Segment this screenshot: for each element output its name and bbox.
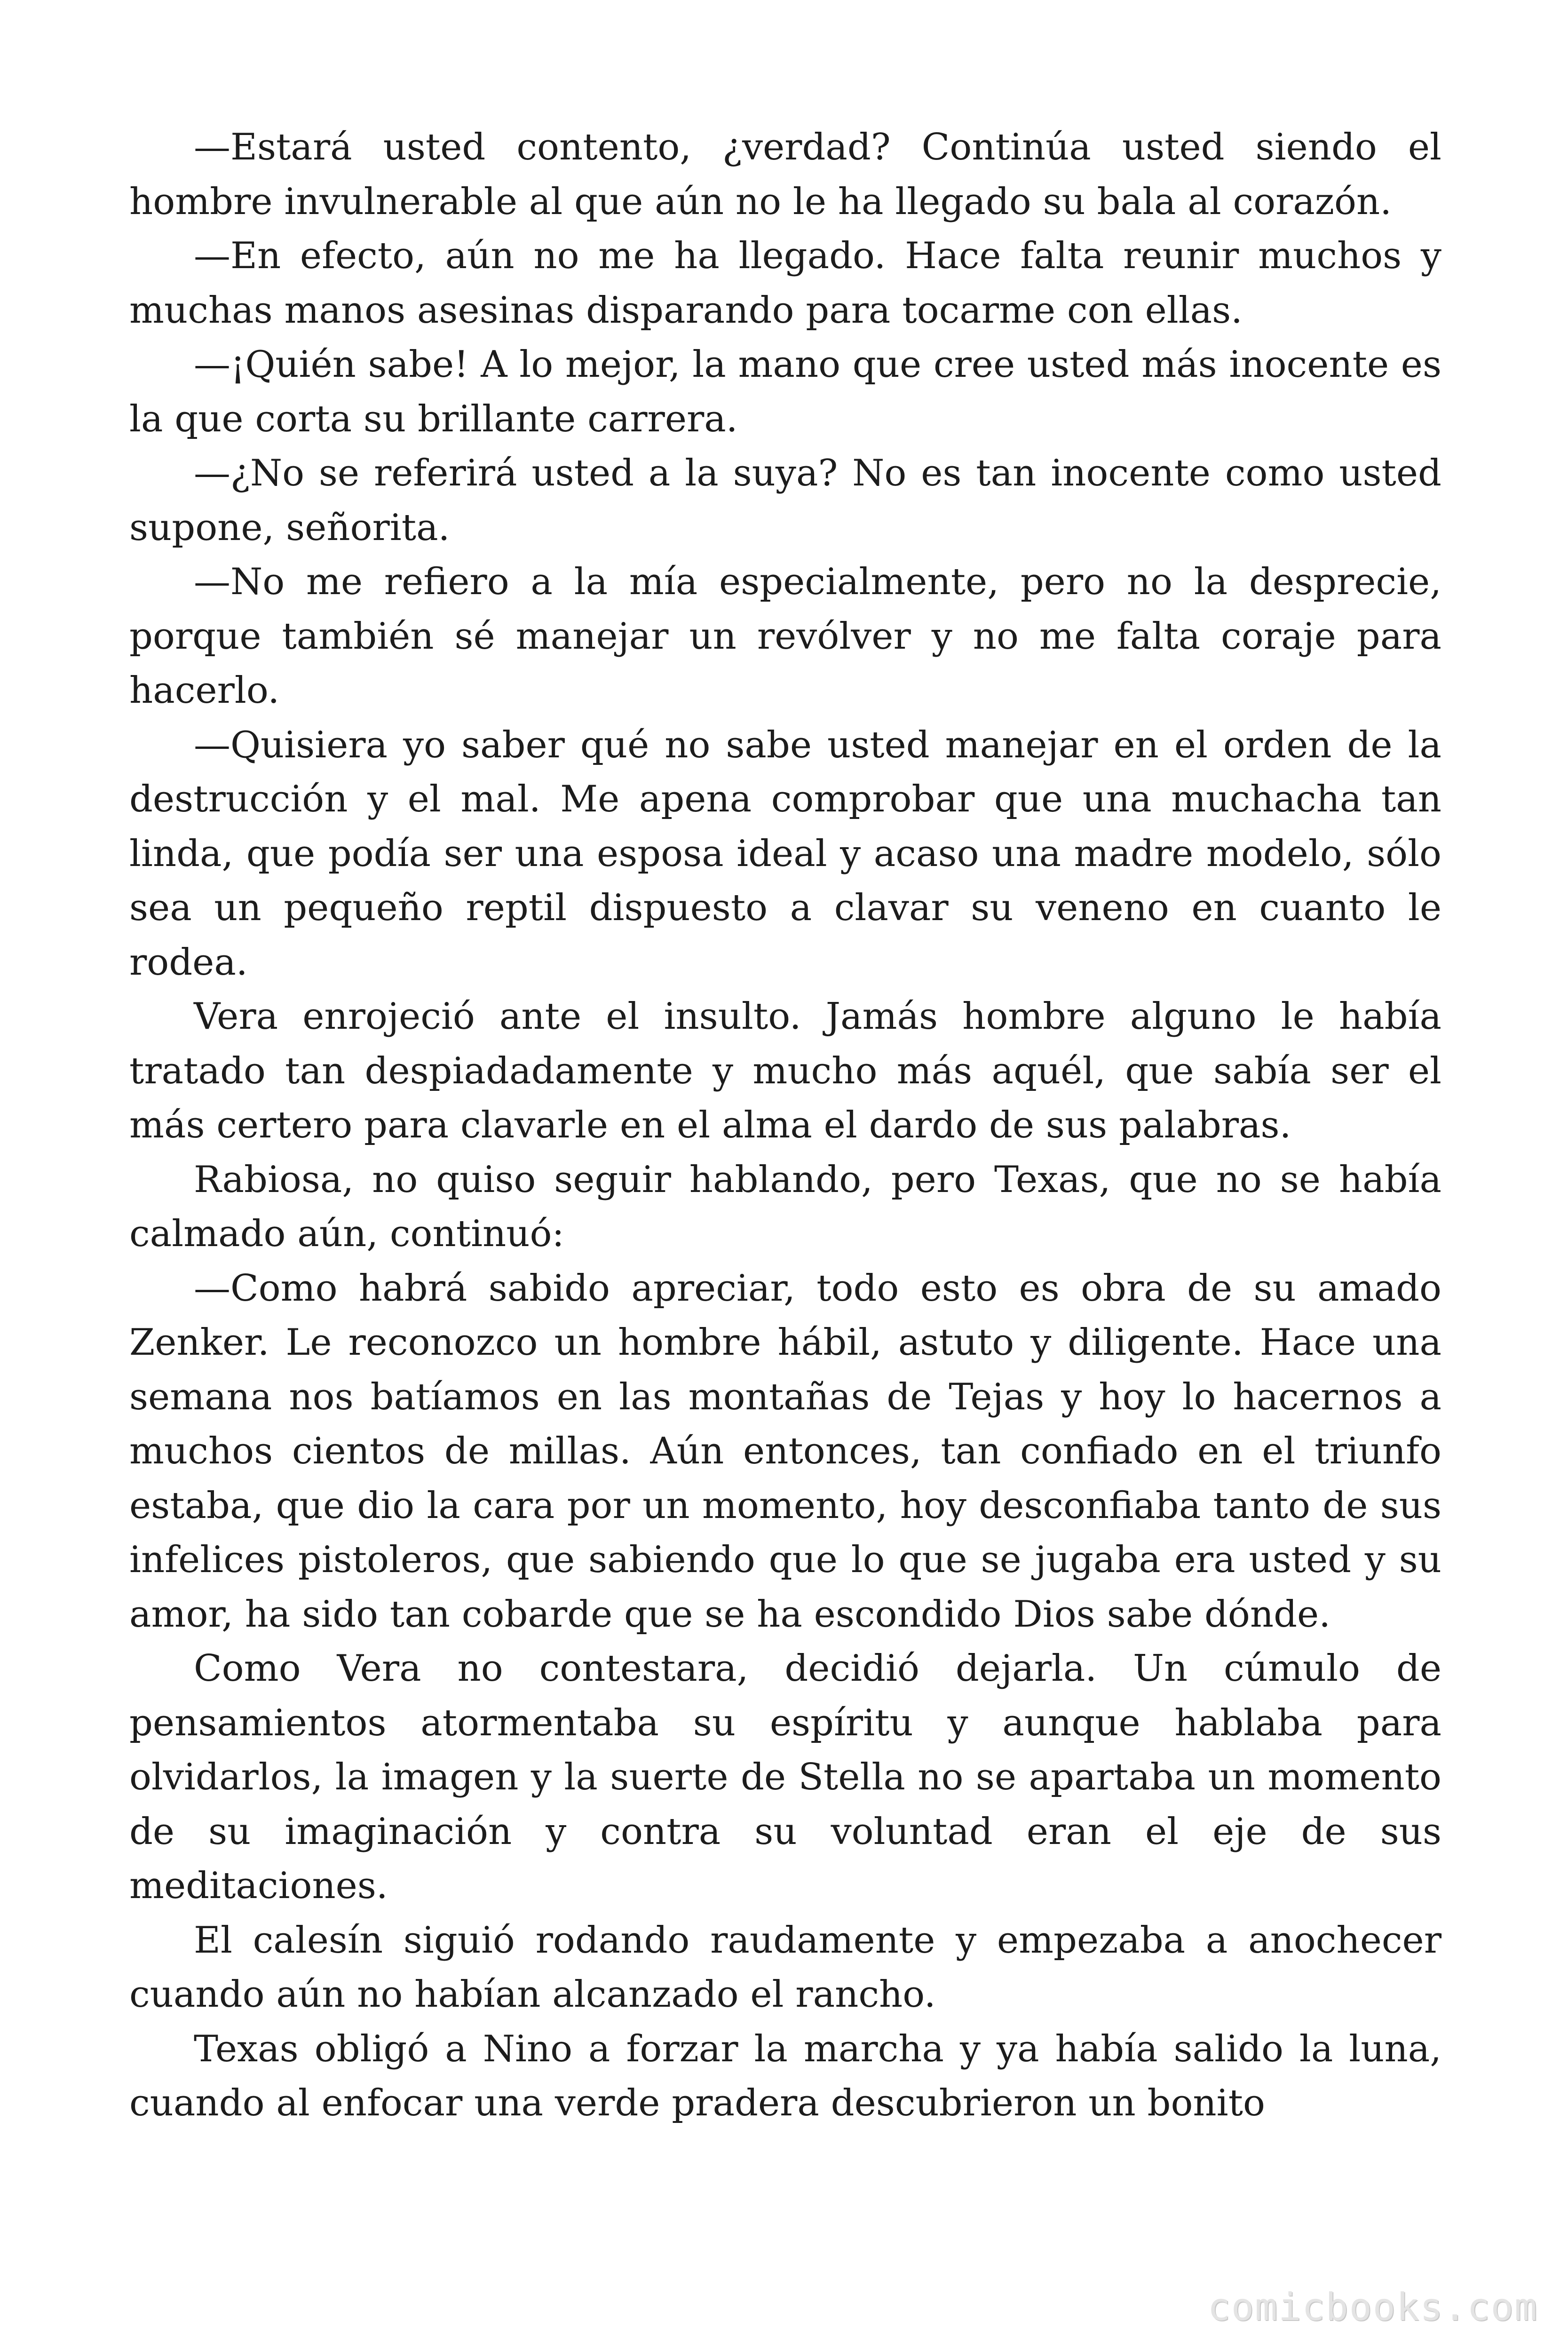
paragraph: —Estará usted contento, ¿verdad? Continúa usted siendo el hombre invulnerable al que aún no le ha llegado su bala al corazón.	[129, 126, 1441, 223]
paragraph: Vera enrojeció ante el insulto. Jamás hombre alguno le había tratado tan despiadadamente y mucho más aquél, que sabía ser el más certero para clavarle en el alma el dardo de sus palabras.	[129, 995, 1441, 1146]
paragraph: —Quisiera yo saber qué no sabe usted manejar en el orden de la destrucción y el mal. Me apena comprobar que una muchacha tan linda, que podía ser una esposa ideal y acaso una madre modelo, sólo sea un pequeño reptil dispuesto a clavar su veneno en cuanto le rodea.	[129, 723, 1441, 984]
watermark: comicbooks.com	[1207, 2285, 1538, 2329]
paragraph: —Como habrá sabido apreciar, todo esto es obra de su amado Zenker. Le reconozco un hombre hábil, astuto y diligente. Hace una semana nos batíamos en las montañas de Tejas y hoy lo hacernos a muchos cientos de millas. Aún entonces, tan confiado en el triunfo estaba, que dio la cara por un momento, hoy desconfiaba tanto de sus infelices pistoleros, que sabiendo que lo que se jugaba era usted y su amor, ha sido tan cobarde que se ha escondido Dios sabe dónde.	[129, 1267, 1441, 1636]
paragraph: Como Vera no contestara, decidió dejarla. Un cúmulo de pensamientos atormentaba su espíritu y aunque hablaba para olvidarlos, la imagen y la suerte de Stella no se apartaba un momento de su imaginación y contra su voluntad eran el eje de sus meditaciones.	[129, 1647, 1441, 1907]
paragraph: —¿No se referirá usted a la suya? No es tan inocente como usted supone, señorita.	[129, 452, 1441, 549]
paragraph: —¡Quién sabe! A lo mejor, la mano que cree usted más inocente es la que corta su brillante carrera.	[129, 343, 1441, 440]
paragraph: —En efecto, aún no me ha llegado. Hace falta reunir muchos y muchas manos asesinas disparando para tocarme con ellas.	[129, 235, 1441, 332]
paragraph: —No me refiero a la mía especialmente, pero no la desprecie, porque también sé manejar un revólver y no me falta coraje para hacerlo.	[129, 561, 1441, 712]
paragraph: Texas obligó a Nino a forzar la marcha y ya había salido la luna, cuando al enfocar una verde pradera descubrieron un bonito	[129, 2027, 1441, 2124]
paragraph: Rabiosa, no quiso seguir hablando, pero Texas, que no se había calmado aún, continuó:	[129, 1158, 1441, 1255]
body-text	[129, 120, 1441, 2131]
paragraph: El calesín siguió rodando raudamente y empezaba a anochecer cuando aún no habían alcanzado el rancho.	[129, 1919, 1441, 2016]
